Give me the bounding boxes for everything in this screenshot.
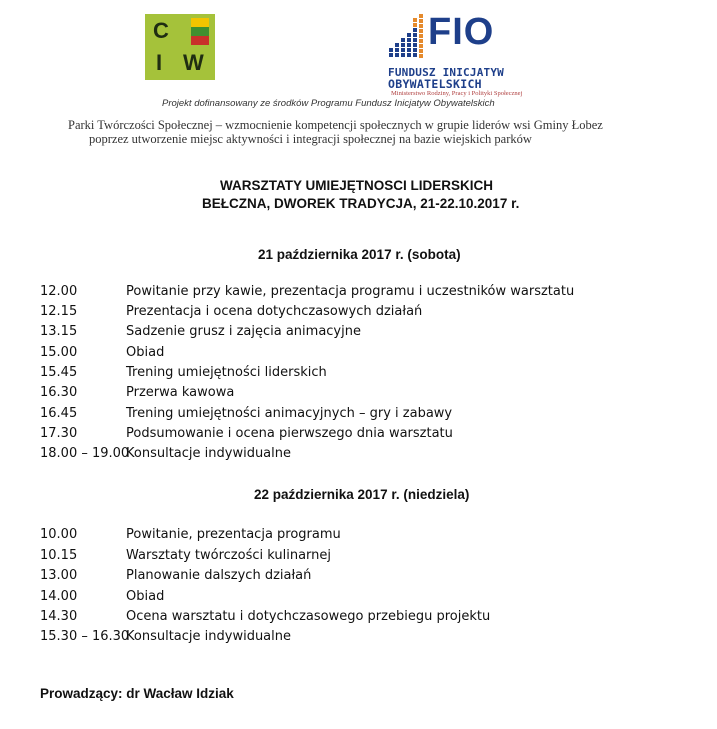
workshop-leader: Prowadzący: dr Wacław Idziak bbox=[40, 686, 234, 701]
fio-ministry: Ministerstwo Rodziny, Pracy i Polityki Społecznej bbox=[391, 90, 523, 97]
schedule-activity: Warsztaty twórczości kulinarnej bbox=[126, 548, 332, 563]
schedule-time: 15.45 bbox=[40, 365, 78, 380]
funding-note: Projekt dofinansowany ze środków Programu Fundusz Inicjatyw Obywatelskich bbox=[162, 98, 495, 109]
ciw-letter-c: C bbox=[153, 18, 169, 43]
schedule-activity: Trening umiejętności animacyjnych – gry i zabawy bbox=[126, 406, 453, 421]
day-heading-2: 22 października 2017 r. (niedziela) bbox=[254, 487, 470, 502]
schedule-activity: Przerwa kawowa bbox=[126, 385, 235, 400]
schedule-activity: Konsultacje indywidualne bbox=[126, 629, 291, 644]
schedule-activity: Konsultacje indywidualne bbox=[126, 446, 291, 461]
schedule-time: 14.30 bbox=[40, 609, 78, 624]
day-heading-1: 21 października 2017 r. (sobota) bbox=[258, 247, 461, 262]
schedule-time: 14.00 bbox=[40, 589, 78, 604]
schedule-activity: Powitanie przy kawie, prezentacja programu i uczestników warsztatu bbox=[126, 284, 575, 299]
schedule-activity: Obiad bbox=[126, 589, 165, 604]
schedule-time: 18.00 – 19.00 bbox=[40, 446, 130, 461]
dots-graph-icon bbox=[388, 14, 426, 58]
fio-logo bbox=[388, 10, 523, 98]
fio-subtitle-1: FUNDUSZ INICJATYW bbox=[388, 66, 504, 79]
schedule-activity: Prezentacja i ocena dotychczasowych działań bbox=[126, 304, 423, 319]
schedule-time: 12.00 bbox=[40, 284, 78, 299]
workshop-title: WARSZTATY UMIEJĘTNOSCI LIDERSKICH bbox=[220, 178, 494, 193]
schedule-time: 15.00 bbox=[40, 345, 78, 360]
schedule-time: 13.00 bbox=[40, 568, 78, 583]
schedule-activity: Planowanie dalszych działań bbox=[126, 568, 312, 583]
schedule-time: 15.30 – 16.30 bbox=[40, 629, 130, 644]
schedule-time: 10.15 bbox=[40, 548, 78, 563]
schedule-activity: Obiad bbox=[126, 345, 165, 360]
schedule-time: 12.15 bbox=[40, 304, 78, 319]
workshop-location-date: BEŁCZNA, DWOREK TRADYCJA, 21-22.10.2017 r. bbox=[202, 196, 520, 211]
project-line-1: Parki Twórczości Społecznej – wzmocnienie kompetencji społecznych w grupie liderów wsi Gminy Łobez bbox=[68, 118, 603, 132]
schedule-time: 17.30 bbox=[40, 426, 78, 441]
schedule-time: 16.30 bbox=[40, 385, 78, 400]
fio-wordmark: FIO bbox=[428, 11, 495, 53]
project-line-2: poprzez utworzenie miejsc aktywności i integracji społecznej na bazie wiejskich parków bbox=[89, 132, 532, 146]
ciw-letter-w: W bbox=[183, 50, 204, 75]
schedule-activity: Ocena warsztatu i dotychczasowego przebiegu projektu bbox=[126, 609, 491, 624]
schedule-activity: Trening umiejętności liderskich bbox=[126, 365, 327, 380]
schedule-activity: Podsumowanie i ocena pierwszego dnia warsztatu bbox=[126, 426, 453, 441]
schedule-activity: Powitanie, prezentacja programu bbox=[126, 527, 341, 542]
schedule-activity: Sadzenie grusz i zajęcia animacyjne bbox=[126, 324, 361, 339]
ciw-letter-i: I bbox=[156, 50, 163, 75]
schedule-time: 13.15 bbox=[40, 324, 78, 339]
schedule-time: 16.45 bbox=[40, 406, 78, 421]
ciw-logo bbox=[145, 14, 215, 80]
schedule-time: 10.00 bbox=[40, 527, 78, 542]
fio-subtitle-2: OBYWATELSKICH bbox=[388, 77, 482, 91]
flag-icon bbox=[191, 18, 209, 46]
